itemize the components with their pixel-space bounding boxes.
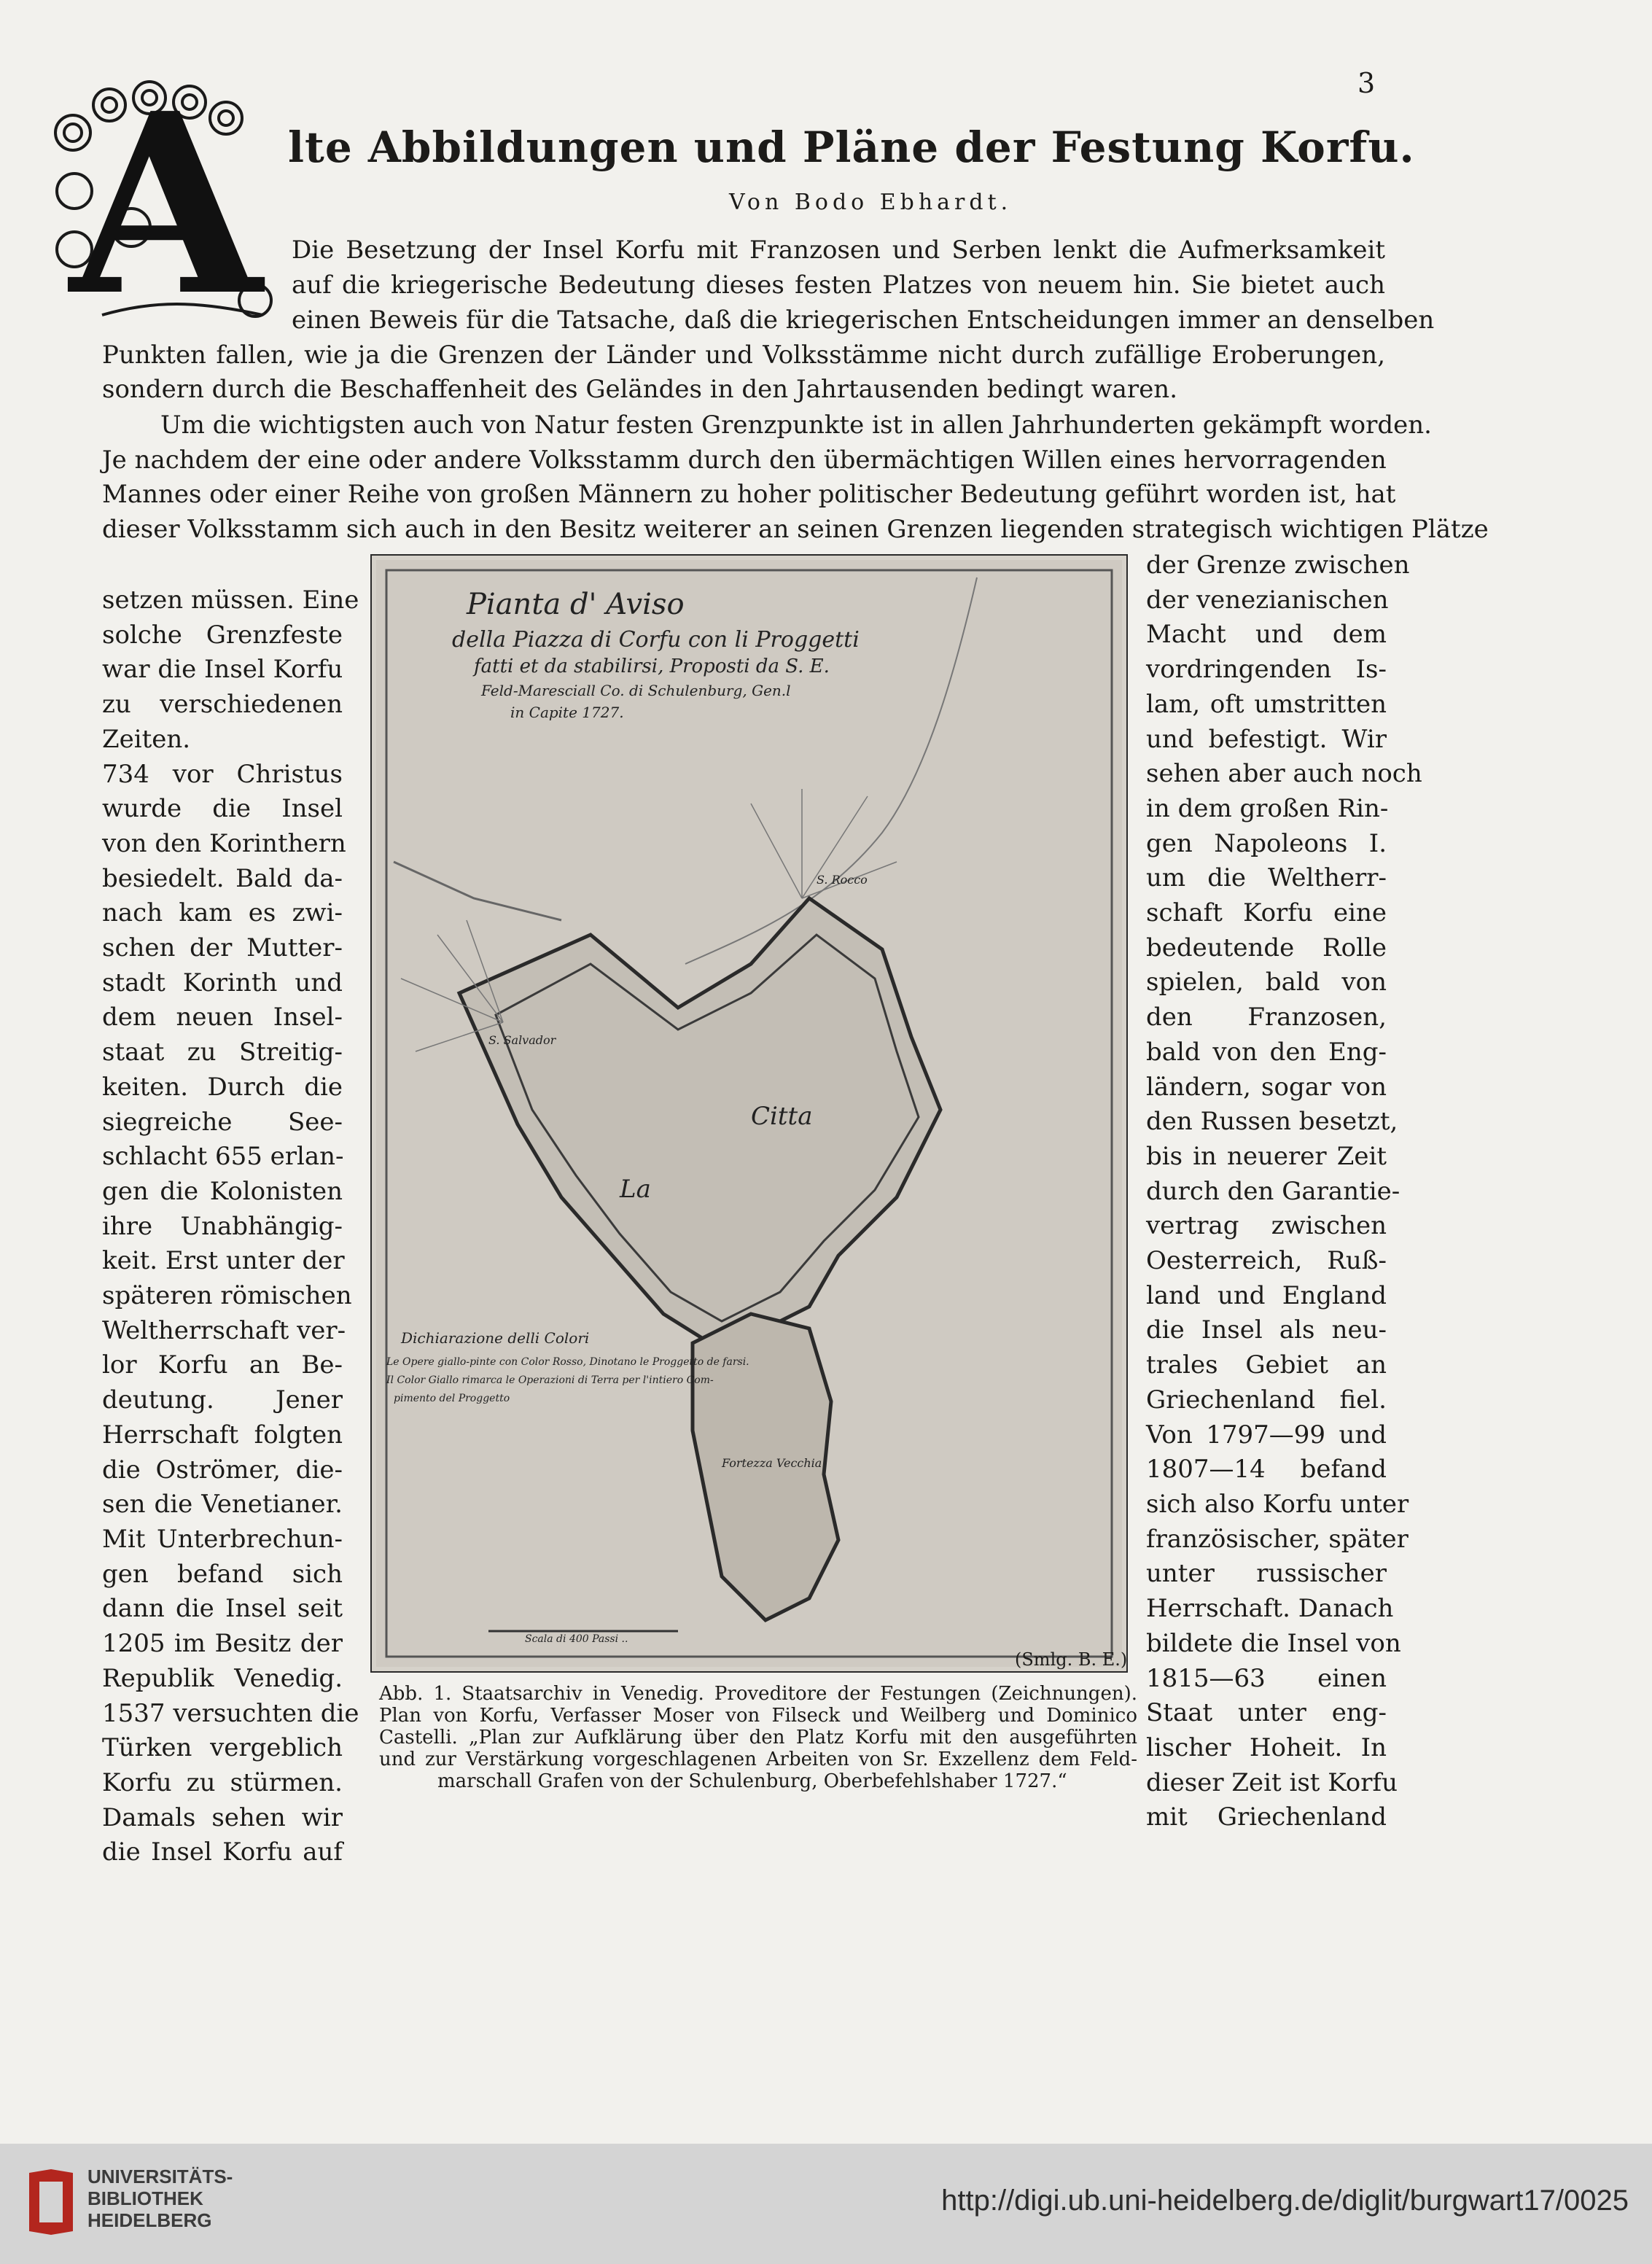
text-line: gen befand sich — [102, 1559, 343, 1589]
text-line: Um die wichtigsten auch von Natur festen Grenzpunkte ist in allen Jahrhunderten gekämpft worden. — [160, 411, 1432, 440]
text-line: in dem großen Rin- — [1146, 793, 1389, 823]
text-line: Herrschaft. Danach — [1146, 1594, 1394, 1624]
text-line: Von 1797—99 und — [1146, 1420, 1387, 1450]
second-paragraph — [102, 408, 1489, 548]
text-line: Staat unter eng- — [1146, 1698, 1387, 1728]
text-line: der Grenze zwischen — [1146, 551, 1410, 580]
text-line: auf die kriegerische Bedeutung dieses festen Platzes von neuem hin. Sie bietet auch — [292, 270, 1385, 300]
text-line: Damals sehen wir — [102, 1802, 343, 1832]
map-title-line: della Piazza di Corfu con li Proggetti — [452, 627, 860, 653]
map-title-line: Feld-Maresciall Co. di Schulenburg, Gen.l — [481, 682, 791, 699]
text-line: Je nachdem der eine oder andere Volksstamm durch den übermächtigen Willen eines hervorragenden — [102, 445, 1387, 475]
text-line: mit Griechenland — [1146, 1802, 1387, 1832]
text-line: bedeutende Rolle — [1146, 933, 1387, 962]
text-line: bildete die Insel von — [1146, 1628, 1401, 1658]
legend-line: Il Color Giallo rimarca le Operazioni di Terra per l'intiero Com- — [386, 1374, 714, 1386]
fortress-plan-figure — [370, 554, 1128, 1673]
intro-paragraph-continued — [102, 303, 1435, 408]
figure-caption — [379, 1683, 1137, 1792]
text-line: dem neuen Insel- — [102, 1003, 343, 1032]
map-label: S. Salvador — [488, 1033, 556, 1047]
text-line: stadt Korinth und — [102, 968, 343, 997]
text-line: Macht und dem — [1146, 620, 1387, 650]
map-label: Citta — [751, 1102, 813, 1131]
text-line: Korfu zu stürmen. — [102, 1767, 343, 1797]
text-line: französischer, später — [1146, 1524, 1409, 1554]
right-text-column — [1146, 548, 1422, 1835]
text-line: war die Insel Korfu — [102, 655, 343, 685]
text-line: Griechenland fiel. — [1146, 1385, 1387, 1415]
text-line: sen die Venetianer. — [102, 1490, 343, 1520]
text-line: dieser Volksstamm sich auch in den Besitz weiterer an seinen Grenzen liegenden strategisch wichtigen Plätze — [102, 515, 1489, 545]
text-line: nach kam es zwi- — [102, 898, 343, 928]
text-line: spielen, bald von — [1146, 968, 1387, 997]
text-line: den Franzosen, — [1146, 1003, 1387, 1032]
caption-line: Castelli. „Plan zur Aufklärung über den Platz Korfu mit den ausgeführten — [379, 1727, 1137, 1748]
text-line: bald von den Eng- — [1146, 1037, 1387, 1067]
text-line: lam, oft umstritten — [1146, 689, 1387, 719]
map-title-line: in Capite 1727. — [510, 704, 624, 721]
text-line: setzen müssen. Eine — [102, 586, 359, 615]
text-line: staat zu Streitig- — [102, 1038, 343, 1067]
figure-source: (Smlg. B. E.) — [1015, 1649, 1128, 1670]
library-name — [87, 2166, 233, 2231]
text-line: Die Besetzung der Insel Korfu mit Franzosen und Serben lenkt die Aufmerksamkeit — [292, 236, 1385, 265]
legend-line: pimento del Proggetto — [394, 1393, 510, 1404]
text-line: 1807—14 befand — [1146, 1455, 1387, 1485]
library-footer — [0, 2144, 1652, 2264]
legend-title: Dichiarazione delli Colori — [401, 1329, 590, 1347]
caption-line: und zur Verstärkung vorgeschlagenen Arbeiten von Sr. Exzellenz dem Feld- — [379, 1748, 1137, 1770]
text-line: Punkten fallen, wie ja die Grenzen der Länder und Volksstämme nicht durch zufällige Eroberungen, — [102, 340, 1385, 370]
text-line: Republik Venedig. — [102, 1663, 343, 1693]
text-line: gen die Kolonisten — [102, 1176, 343, 1206]
text-line: Türken vergeblich — [102, 1733, 343, 1763]
text-line: besiedelt. Bald da- — [102, 863, 343, 893]
page-number: 3 — [1357, 67, 1376, 99]
source-url-link[interactable]: http://digi.ub.uni-heidelberg.de/diglit/burgwart17/0025 — [941, 2185, 1629, 2217]
text-line: wurde die Insel — [102, 794, 343, 824]
text-line: und befestigt. Wir — [1146, 724, 1387, 754]
text-line: ihre Unabhängig- — [102, 1211, 343, 1241]
text-line: siegreiche See- — [102, 1107, 343, 1137]
map-title-line: fatti et da stabilirsi, Proposti da S. E. — [474, 656, 830, 677]
text-line: unter russischer — [1146, 1559, 1387, 1589]
text-line: dieser Zeit ist Korfu — [1146, 1767, 1398, 1797]
article-title: lte Abbildungen und Pläne der Festung Korfu. — [288, 122, 1415, 172]
text-line: bis in neuerer Zeit — [1146, 1141, 1387, 1171]
text-line: Mannes oder einer Reihe von großen Männern zu hoher politischer Bedeutung geführt worden ist, hat — [102, 480, 1396, 510]
text-line: 1537 versuchten die — [102, 1698, 359, 1728]
text-line: um die Weltherr- — [1146, 863, 1387, 893]
text-line: lischer Hoheit. In — [1146, 1732, 1387, 1762]
text-line: die Insel Korfu auf — [102, 1837, 343, 1867]
text-line: deutung. Jener — [102, 1385, 343, 1415]
text-line: durch den Garantie- — [1146, 1176, 1400, 1206]
text-line: den Russen besetzt, — [1146, 1107, 1398, 1137]
text-line: land und England — [1146, 1280, 1387, 1310]
text-line: die Oströmer, die- — [102, 1455, 343, 1485]
text-line: schaft Korfu eine — [1146, 898, 1387, 928]
library-name-line: BIBLIOTHEK — [87, 2187, 203, 2209]
fortress-plan-map — [372, 556, 1126, 1671]
text-line: trales Gebiet an — [1146, 1350, 1387, 1380]
legend-line: Le Opere giallo-pinte con Color Rosso, Dinotano le Proggetto de farsi. — [386, 1356, 749, 1368]
text-line: 1815—63 einen — [1146, 1663, 1387, 1693]
text-line: sondern durch die Beschaffenheit des Geländes in den Jahrtausenden bedingt waren. — [102, 375, 1178, 405]
text-line: vordringenden Is- — [1146, 655, 1387, 685]
text-line: gen Napoleons I. — [1146, 828, 1387, 858]
map-label: S. Rocco — [817, 873, 868, 887]
caption-line: Plan von Korfu, Verfasser Moser von Filseck und Weilberg und Dominico — [379, 1705, 1137, 1727]
text-line: Oesterreich, Ruß- — [1146, 1246, 1387, 1276]
text-line: keit. Erst unter der — [102, 1246, 345, 1276]
text-line: Herrschaft folgten — [102, 1420, 343, 1450]
left-text-column — [102, 583, 359, 1870]
text-line: lor Korfu an Be- — [102, 1350, 343, 1380]
text-line: späteren römischen — [102, 1281, 352, 1311]
intro-paragraph — [292, 233, 1385, 303]
map-label: La — [620, 1175, 651, 1204]
text-line: 734 vor Christus — [102, 759, 343, 789]
text-line: 1205 im Besitz der — [102, 1629, 343, 1659]
library-logo-icon — [22, 2166, 80, 2238]
text-line: ländern, sogar von — [1146, 1072, 1387, 1102]
text-line: dann die Insel seit — [102, 1594, 343, 1624]
ornamental-initial — [44, 60, 288, 351]
text-line: die Insel als neu- — [1146, 1315, 1387, 1345]
scale-label: Scala di 400 Passi .. — [525, 1633, 628, 1645]
text-line: zu verschiedenen — [102, 690, 343, 720]
text-line: sich also Korfu unter — [1146, 1489, 1409, 1519]
map-title-line: Pianta d' Aviso — [467, 588, 685, 621]
text-line: von den Korinthern — [102, 828, 346, 858]
library-name-line: UNIVERSITÄTS- — [87, 2166, 233, 2187]
text-line: vertrag zwischen — [1146, 1211, 1387, 1241]
library-name-line: HEIDELBERG — [87, 2209, 212, 2231]
text-line: schlacht 655 erlan- — [102, 1142, 344, 1172]
caption-line: Abb. 1. Staatsarchiv in Venedig. Proveditore der Festungen (Zeichnungen). — [379, 1683, 1137, 1705]
map-label: Fortezza Vecchia — [722, 1456, 822, 1470]
text-line: sehen aber auch noch — [1146, 759, 1422, 789]
initial-letter: A — [69, 60, 262, 351]
caption-line: marschall Grafen von der Schulenburg, Oberbefehlshaber 1727.“ — [437, 1770, 1067, 1792]
article-author: Von Bodo Ebhardt. — [729, 190, 1013, 215]
fortress-outline — [459, 898, 940, 1350]
text-line: Weltherrschaft ver- — [102, 1315, 346, 1345]
text-line: der venezianischen — [1146, 585, 1389, 615]
text-line: solche Grenzfeste — [102, 620, 343, 650]
text-line: keiten. Durch die — [102, 1072, 343, 1102]
text-line: einen Beweis für die Tatsache, daß die kriegerischen Entscheidungen immer an denselben — [292, 306, 1435, 335]
text-line: schen der Mutter- — [102, 933, 343, 963]
text-line: Zeiten. — [102, 724, 191, 754]
text-line: Mit Unterbrechun- — [102, 1524, 343, 1554]
